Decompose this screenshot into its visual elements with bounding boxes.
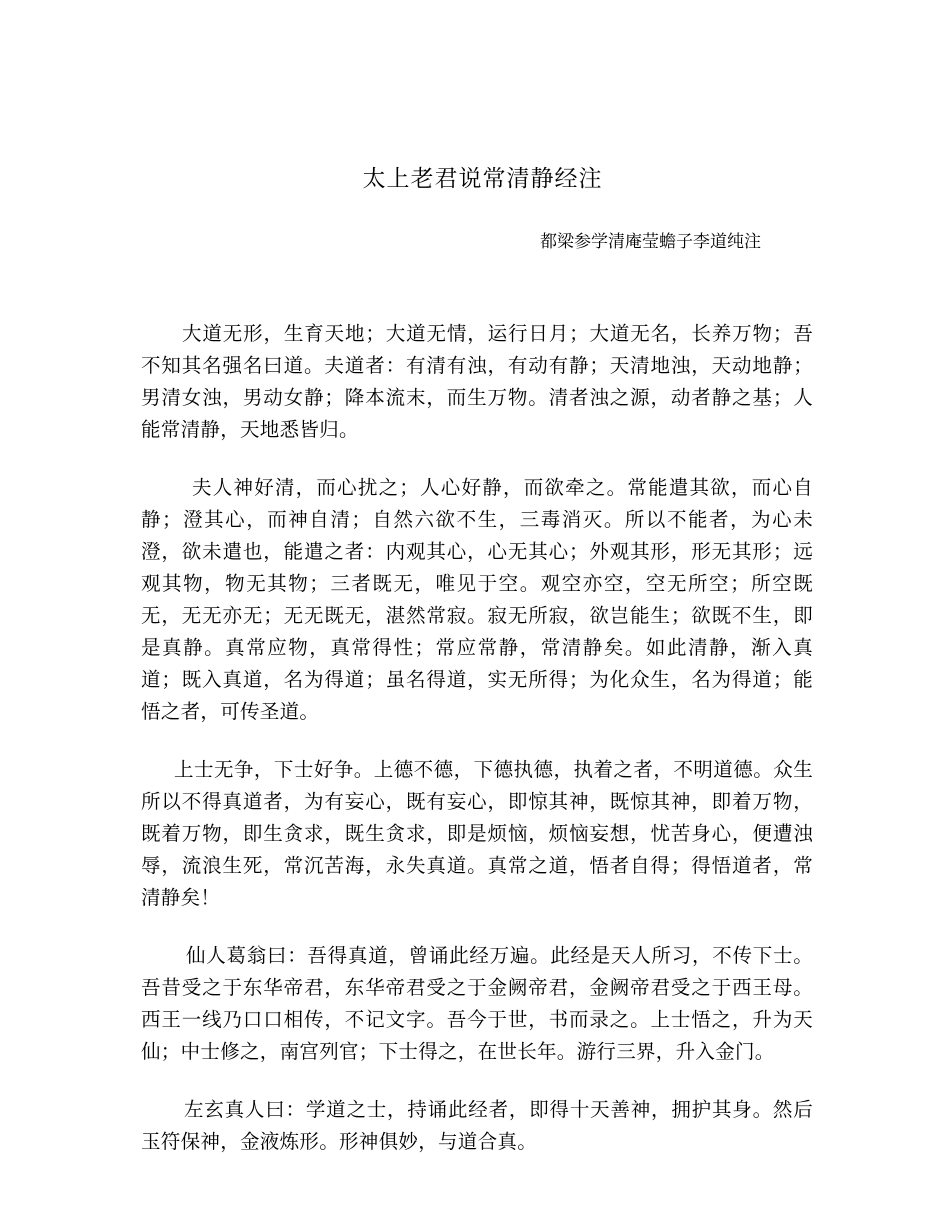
document-title: 太上老君说常清静经注 [362, 166, 603, 192]
document-author: 都梁参学清庵莹蟾子李道纯注 [540, 232, 761, 252]
paragraph: 上士无争，下士好争。上德不德，下德执德，执着之者，不明道德。众生所以不得真道者，为有妄心，既有妄心，即惊其神，既惊其神，即着万物，既着万物，即生贪求，既生贪求，即是烦恼，烦恼妄想，忧苦身心，便遭浊辱，流浪生死，常沉苦海，永失真道。真常之道，悟者自得；得悟道者，常清静矣！ [141, 758, 813, 909]
paragraph: 夫人神好清，而心扰之；人心好静，而欲牵之。常能遣其欲，而心自静；澄其心，而神自清；自然六欲不生，三毒消灭。所以不能者，为心未澄，欲未遣也，能遣之者：内观其心，心无其心；外观其形，形无其形；远观其物，物无其物；三者既无，唯见于空。观空亦空，空无所空；所空既无，无无亦无；无无既无，湛然常寂。寂无所寂，欲岂能生；欲既不生，即是真静。真常应物，真常得性；常应常静，常清静矣。如此清静，渐入真道；既入真道，名为得道；虽名得道，实无所得；为化众生，名为得道；能悟之者，可传圣道。 [141, 476, 813, 723]
paragraph: 左玄真人曰：学道之士，持诵此经者，即得十天善神，拥护其身。然后玉符保神，金液炼形。形神俱妙，与道合真。 [141, 1098, 813, 1153]
paragraph: 大道无形，生育天地；大道无情，运行日月；大道无名，长养万物；吾不知其名强名曰道。夫道者：有清有浊，有动有静；天清地浊，天动地静；男清女浊，男动女静；降本流末，而生万物。清者浊之源，动者静之基；人能常清静，天地悉皆归。 [141, 322, 813, 441]
paragraph: 仙人葛翁曰：吾得真道，曾诵此经万遍。此经是天人所习，不传下士。吾昔受之于东华帝君，东华帝君受之于金阙帝君，金阙帝君受之于西王母。西王一线乃口口相传，不记文字。吾今于世，书而录之。上士悟之，升为天仙；中士修之，南宫列官；下士得之，在世长年。游行三界，升入金门。 [141, 944, 813, 1063]
document-body [141, 318, 813, 1184]
